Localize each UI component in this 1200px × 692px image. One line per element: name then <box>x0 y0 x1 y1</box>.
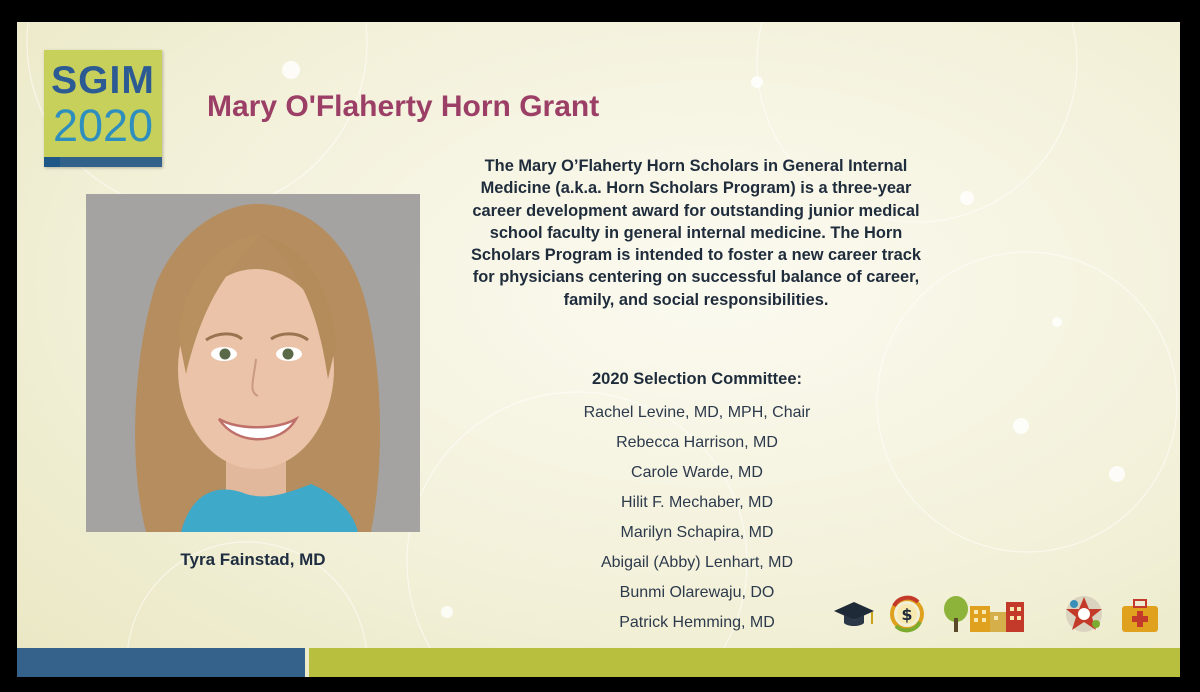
awardee-name: Tyra Fainstad, MD <box>180 550 326 569</box>
logo-bar-dark <box>44 157 60 167</box>
committee-title: 2020 Selection Committee: <box>592 370 802 388</box>
committee-member: Patrick Hemming, MD <box>619 614 775 631</box>
community-star-icon <box>1066 596 1102 632</box>
awardee-photo <box>86 194 420 532</box>
logo-line1: SGIM <box>51 59 155 102</box>
description-line: The Mary O’Flaherty Horn Scholars in General Internal <box>484 157 908 175</box>
description-line: career development award for outstanding junior medical <box>472 201 920 220</box>
description-line: family, and social responsibilities. <box>563 290 829 309</box>
sgim-2020-logo <box>44 50 162 167</box>
footer-bar-green <box>309 648 1180 677</box>
buildings-icon <box>970 602 1024 632</box>
logo-line2: 2020 <box>52 100 154 151</box>
svg-text:$: $ <box>901 605 913 624</box>
description-line: Medicine (a.k.a. Horn Scholars Program) is a three-year <box>480 179 912 198</box>
committee-member: Abigail (Abby) Lenhart, MD <box>600 554 794 571</box>
slide-title: Mary O'Flaherty Horn Grant <box>207 90 600 123</box>
committee-member: Rachel Levine, MD, MPH, Chair <box>583 404 811 421</box>
slide <box>17 22 1180 677</box>
medical-kit-icon <box>1122 600 1158 632</box>
committee-member: Carole Warde, MD <box>631 464 763 481</box>
description-line: Scholars Program is intended to foster a new career track <box>471 246 921 265</box>
logo-bar <box>60 157 162 167</box>
description-line: for physicians centering on successful balance of career, <box>472 268 920 287</box>
tree-icon <box>944 596 968 632</box>
committee-member: Bunmi Olarewaju, DO <box>619 584 775 601</box>
committee-member: Hilit F. Mechaber, MD <box>620 494 774 511</box>
description-line: school faculty in general internal medicine. The Horn <box>489 223 903 242</box>
committee-member: Marilyn Schapira, MD <box>620 524 774 541</box>
committee-member: Rebecca Harrison, MD <box>616 434 778 451</box>
graduation-cap-icon <box>834 602 874 626</box>
grant-description <box>441 155 951 311</box>
dollar-cycle-icon <box>892 598 922 631</box>
footer-bar-blue <box>17 648 305 677</box>
theme-icons <box>832 594 1162 634</box>
